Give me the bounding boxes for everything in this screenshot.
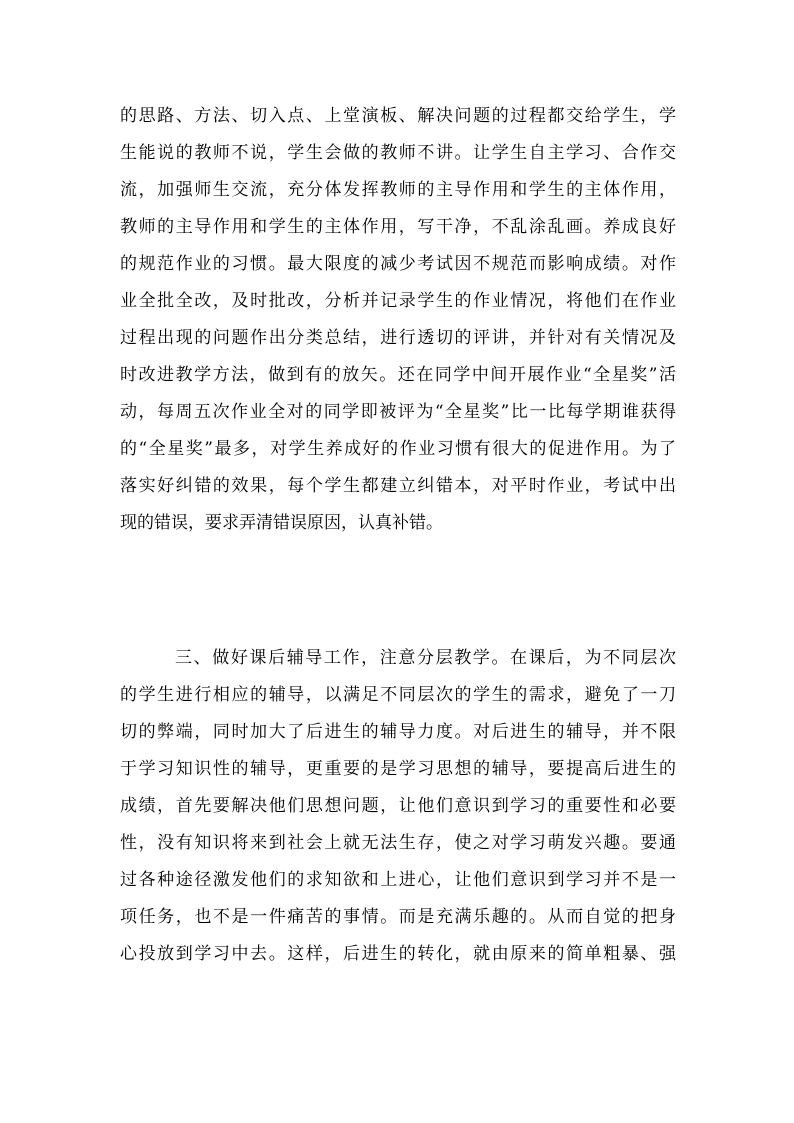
text-line: 过各种途径激发他们的求知欲和上进心，让他们意识到学习并不是一	[120, 870, 676, 890]
text-line: 教师的主导作用和学生的主体作用，写干净，不乱涂乱画。养成良好	[120, 217, 676, 237]
text-line: 现的错误，要求弄清错误原因，认真补错。	[120, 513, 443, 533]
text-line: 心投放到学习中去。这样，后进生的转化，就由原来的简单粗暴、强	[120, 944, 676, 964]
text-line: 成绩，首先要解决他们思想问题，让他们意识到学习的重要性和必要	[120, 796, 676, 816]
text-line: 于学习知识性的辅导，更重要的是学习思想的辅导，要提高后进生的	[120, 759, 676, 779]
text-line: 的规范作业的习惯。最大限度的减少考试因不规范而影响成绩。对作	[120, 254, 676, 274]
text-line: 项任务，也不是一件痛苦的事情。而是充满乐趣的。从而自觉的把身	[120, 907, 676, 927]
text-line: 业全批全改，及时批改，分析并记录学生的作业情况，将他们在作业	[120, 291, 676, 311]
text-line: 的学生进行相应的辅导，以满足不同层次的学生的需求，避免了一刀	[120, 685, 676, 705]
text-line: 的“全星奖”最多，对学生养成好的作业习惯有很大的促进作用。为了	[120, 439, 676, 459]
text-line: 时改进教学方法，做到有的放矢。还在同学中间开展作业“全星奖”活	[120, 365, 676, 385]
text-line: 生能说的教师不说，学生会做的教师不讲。让学生自主学习、合作交	[120, 143, 676, 163]
paragraph-homework-habits	[120, 98, 676, 542]
text-line: 流，加强师生交流，充分体发挥教师的主导作用和学生的主体作用，	[120, 180, 676, 200]
text-line: 的思路、方法、切入点、上堂演板、解决问题的过程都交给学生，学	[120, 106, 676, 126]
text-line: 动，每周五次作业全对的同学即被评为“全星奖”比一比每学期谁获得	[120, 402, 676, 422]
text-line: 切的弊端，同时加大了后进生的辅导力度。对后进生的辅导，并不限	[120, 722, 676, 742]
text-line: 性，没有知识将来到社会上就无法生存，使之对学习萌发兴趣。要通	[120, 833, 676, 853]
text-line: 落实好纠错的效果，每个学生都建立纠错本，对平时作业，考试中出	[120, 476, 676, 496]
section-heading-line: 三、做好课后辅导工作，注意分层教学。在课后，为不同层次	[175, 648, 676, 668]
paragraph-after-class-tutoring	[120, 640, 676, 973]
text-line: 过程出现的问题作出分类总结，进行透切的评讲，并针对有关情况及	[120, 328, 676, 348]
